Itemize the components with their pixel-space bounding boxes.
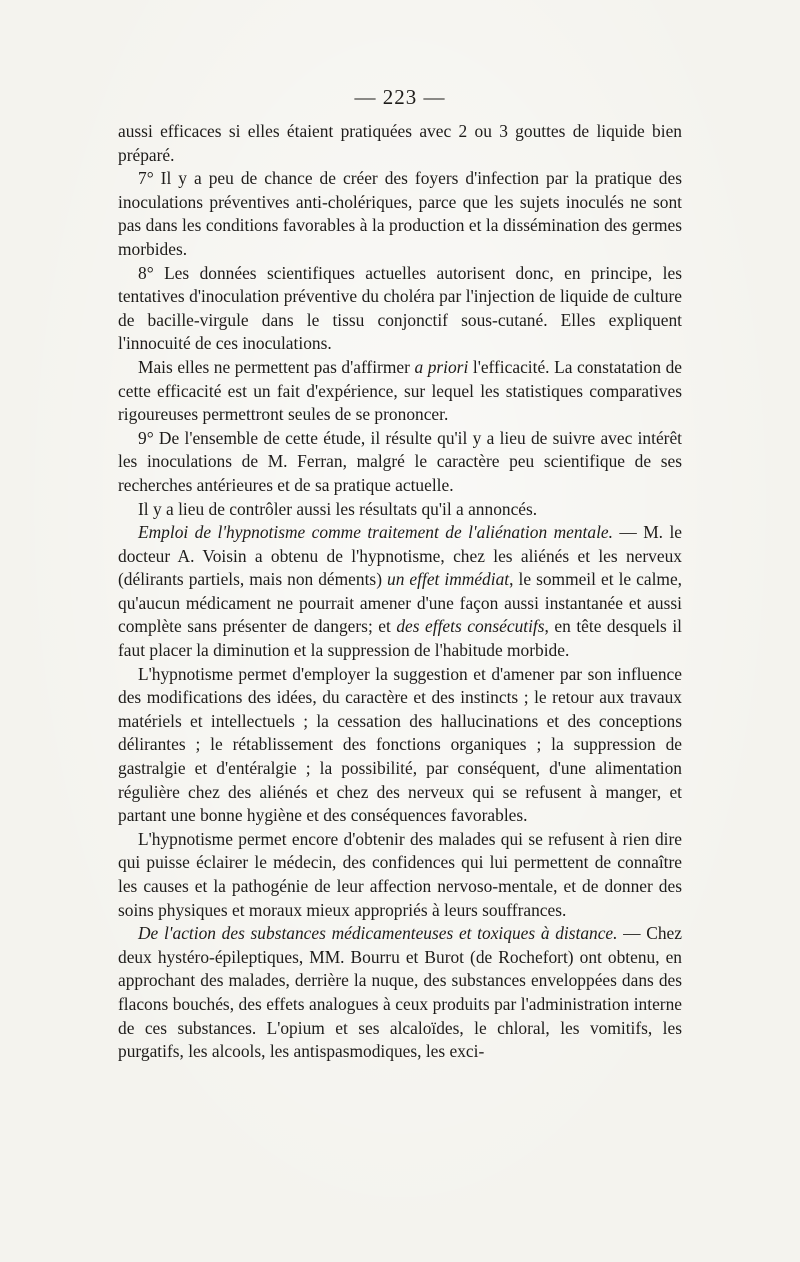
italic-text: des effets consécutifs xyxy=(396,616,545,637)
paragraph-p1 xyxy=(118,120,682,167)
paragraph-p7 xyxy=(118,521,682,663)
paragraph-p8 xyxy=(118,663,682,828)
text-segment: 9° De l'ensemble de cette étude, il résulte qu'il y a lieu de suivre avec intérêt les inoculations de M. Ferran, malgré le caractère peu scientifique de ses recherches antérieures et de sa pratique actuelle. xyxy=(118,427,682,495)
text-segment: aussi efficaces si elles étaient pratiquées avec 2 ou 3 gouttes de liquide bien préparé. xyxy=(118,121,682,165)
text-segment: , le sommeil et le calme, qu'aucun médicament ne pourrait amener d'une façon aussi instantanée et aussi complète sans présenter de dangers; et xyxy=(118,569,683,637)
text-segment: — Chez deux hystéro-épileptiques, MM. Bourru et Burot (de Rochefort) ont obtenu, en approchant des malades, derrière la nuque, des substances enveloppées dans des flacons bouchés, des effets analogues à ceux produits par l'administration interne de ces substances. L'opium et ses alcaloïdes, le chloral, les vomitifs, les purgatifs, les alcools, les antispasmodiques, les exci- xyxy=(118,923,682,1062)
text-segment: Il y a lieu de contrôler aussi les résultats qu'il a annoncés. xyxy=(138,498,538,519)
paragraph-p2 xyxy=(118,167,682,261)
italic-text: Emploi de l'hypnotisme comme traitement de l'aliénation mentale. xyxy=(138,522,613,543)
italic-text: un effet immédiat xyxy=(387,569,510,590)
italic-text: De l'action des substances médicamenteuses et toxiques à distance. xyxy=(138,923,618,944)
text-segment: 8° Les données scientifiques actuelles autorisent donc, en principe, les tentatives d'inoculation préventive du choléra par l'injection de liquide de culture de bacille-virgule dans le tissu conjonctif sous-cutané. Elles expliquent l'innocuité de ces inoculations. xyxy=(118,262,682,354)
paragraph-p3 xyxy=(118,262,682,356)
paragraph-p5 xyxy=(118,427,682,498)
paragraph-p9 xyxy=(118,828,682,922)
text-segment: l'efficacité. La constatation de cette efficacité est un fait d'expérience, sur lequel les statistiques comparatives rigoureuses permettront seules de se prononcer. xyxy=(118,356,682,425)
paragraph-p6 xyxy=(118,498,682,522)
text-segment: 7° Il y a peu de chance de créer des foyers d'infection par la pratique des inoculations préventives anti-cholériques, parce que les sujets inoculés ne sont pas dans les conditions favorables à la production et la dissémination des germes morbides. xyxy=(118,168,682,259)
text-segment: Mais elles ne permettent pas d'affirmer xyxy=(138,356,415,377)
text-segment: L'hypnotisme permet encore d'obtenir des malades qui se refusent à rien dire qui puisse éclairer le médecin, des confidences qui lui permettent de connaître les causes et la pathogénie de leur affection nervoso-mentale, et de donner des soins physiques et moraux mieux appropriés à leurs souffrances. xyxy=(118,828,682,920)
text-segment: L'hypnotisme permet d'employer la suggestion et d'amener par son influence des modifications des idées, du caractère et des instincts ; le retour aux travaux matériels et intellectuels ; la cessation des hallucinations et des conceptions délirantes ; le rétablissement des fonctions organiques ; la suppression de gastralgie et d'entéralgie ; la possibilité, par conséquent, d'une alimentation régulière chez des aliénés et chez des nerveux qui se refusent à manger, et partant une bonne hygiène et des conséquences favorables. xyxy=(118,663,682,826)
text-segment: , en tête desquels il faut placer la diminution et la suppression de l'habitude morbide. xyxy=(118,616,683,661)
page-number: — 223 — xyxy=(354,85,446,109)
text-segment: — M. le docteur A. Voisin a obtenu de l'hypnotisme, chez les aliénés et les nerveux (délirants partiels, mais non déments) xyxy=(118,522,682,590)
page-body xyxy=(118,120,682,1064)
paragraph-p4 xyxy=(118,356,682,427)
italic-text: a priori xyxy=(414,356,469,377)
paragraph-p10 xyxy=(118,922,682,1064)
